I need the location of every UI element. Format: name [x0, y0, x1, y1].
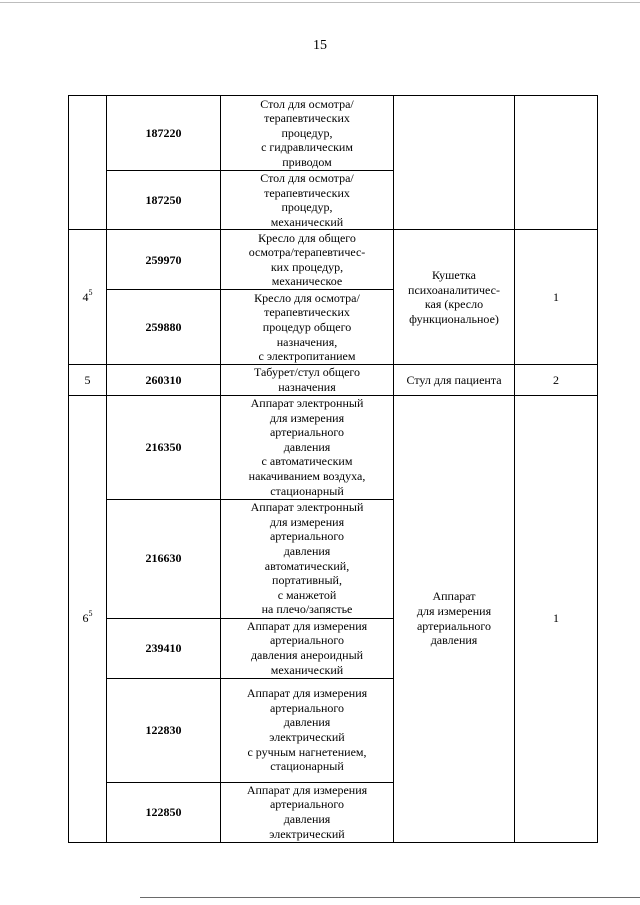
- quantity-cell: 2: [515, 365, 598, 395]
- name-cell: Стол для осмотра/ терапевтических процедур, с гидравлическим приводом: [221, 96, 394, 171]
- table-row: [69, 365, 598, 395]
- row-number-cell: $4^5$: [69, 230, 107, 365]
- row-number-superscript: 5: [88, 288, 93, 298]
- row-number-cell: 5: [69, 365, 107, 395]
- code-cell: 259970: [107, 230, 221, 290]
- type-cell: Кушетка психоаналитичес- кая (кресло функциональное): [394, 230, 515, 365]
- name-cell: Аппарат для измерения артериального давления анероидный механический: [221, 618, 394, 678]
- type-cell: Стул для пациента: [394, 365, 515, 395]
- table-row: [69, 395, 598, 499]
- code-cell: 187220: [107, 96, 221, 171]
- code-cell: 187250: [107, 171, 221, 230]
- code-cell: 122830: [107, 678, 221, 782]
- row-number-cell: [69, 96, 107, 230]
- type-cell: [394, 96, 515, 230]
- row-number-cell: $6^5$: [69, 395, 107, 842]
- code-cell: 122850: [107, 782, 221, 842]
- code-cell: 260310: [107, 365, 221, 395]
- page-number: 15: [313, 38, 327, 53]
- quantity-cell: 1: [515, 395, 598, 842]
- name-cell: Аппарат электронный для измерения артериального давления автоматический, портативный, с манжетой на плечо/запястье: [221, 499, 394, 618]
- name-cell: Стол для осмотра/ терапевтических процедур, механический: [221, 171, 394, 230]
- table-row: [69, 96, 598, 171]
- row-number-superscript: 5: [88, 609, 93, 619]
- quantity-cell: 1: [515, 230, 598, 365]
- name-cell: Аппарат для измерения артериального давления электрический с ручным нагнетением, стационарный: [221, 678, 394, 782]
- code-cell: 216630: [107, 499, 221, 618]
- scan-border-bottom: [140, 897, 640, 898]
- equipment-table: [68, 95, 598, 843]
- table-row: [69, 230, 598, 290]
- code-cell: 259880: [107, 290, 221, 365]
- name-cell: Кресло для осмотра/ терапевтических процедур общего назначения, с электропитанием: [221, 290, 394, 365]
- name-cell: Аппарат электронный для измерения артериального давления с автоматическим накачиванием воздуха, стационарный: [221, 395, 394, 499]
- scan-border-top: [0, 2, 640, 3]
- name-cell: Аппарат для измерения артериального давления электрический: [221, 782, 394, 842]
- quantity-cell: [515, 96, 598, 230]
- code-cell: 239410: [107, 618, 221, 678]
- name-cell: Табурет/стул общего назначения: [221, 365, 394, 395]
- code-cell: 216350: [107, 395, 221, 499]
- name-cell: Кресло для общего осмотра/терапевтичес- ких процедур, механическое: [221, 230, 394, 290]
- type-cell: Аппарат для измерения артериального давления: [394, 395, 515, 842]
